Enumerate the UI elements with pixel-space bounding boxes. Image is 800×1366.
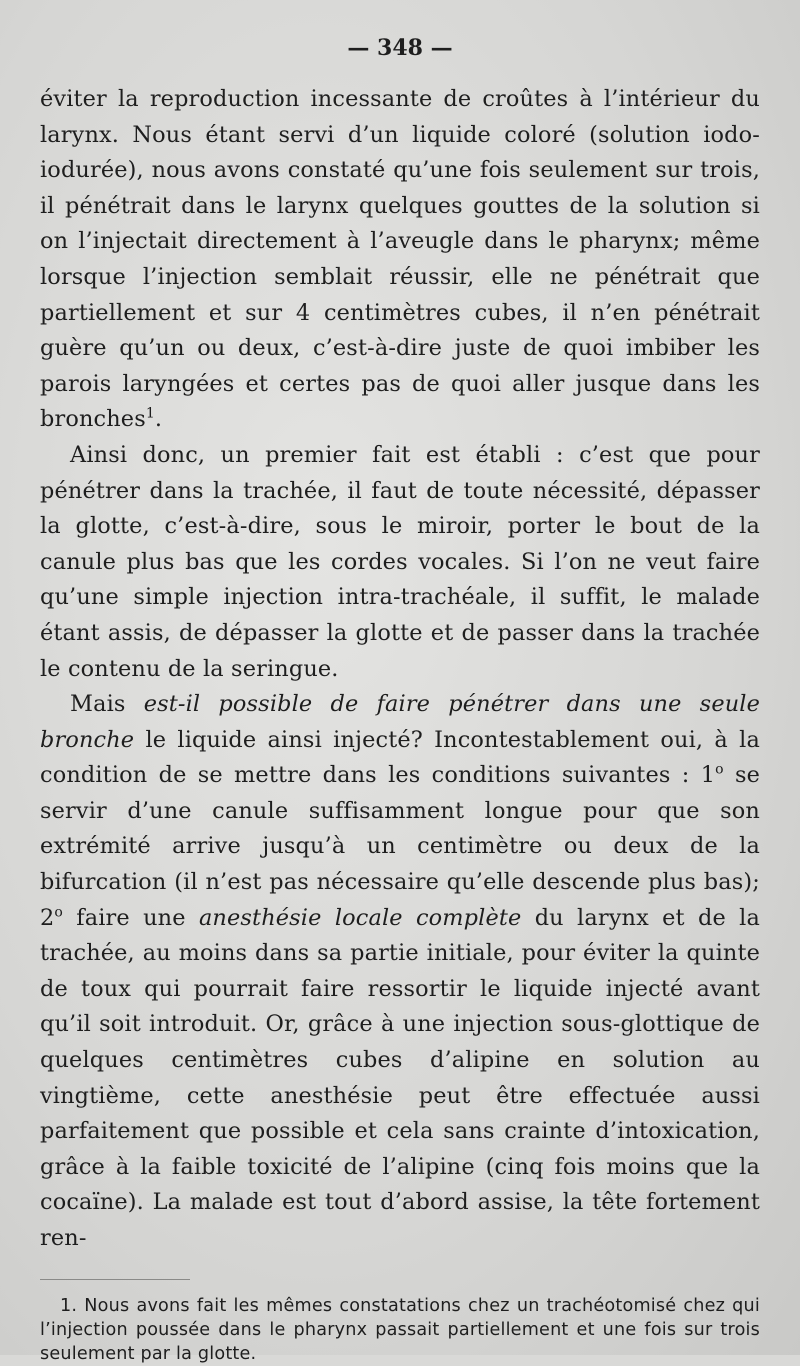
body-text [40,82,760,1257]
paragraph-1 [40,82,760,438]
footnote-reference: 1 [145,405,155,422]
footnote-1: 1. Nous avons fait les mêmes constatations chez un trachéotomisé chez qui l’injection poussée dans le pharynx passait partiellement et une fois sur trois seulement par la glotte. [40,1295,760,1364]
paragraph-3-part-c: se servir d’une canule suffisamment longue pour que son extrémité arrive jusqu’à un centimètre ou deux de la bifurcation (il n’est pas nécessaire qu’elle descende plus bas); 2 [40,762,760,931]
paragraph-3-part-a: Mais [70,691,144,718]
paragraph-3-part-d: faire une [63,904,199,931]
paragraph-3-italic-question: est-il possible de faire pénétrer dans une seule bronche [40,691,760,753]
page-number: — 348 — [347,35,453,61]
paragraph-3-part-b: le liquide ainsi injecté? Incontestablement oui, à la condition de se mettre dans les conditions suivantes : 1 [40,726,760,789]
paragraph-1-end: . [154,406,163,433]
paragraph-3 [40,687,760,1257]
paragraph-3-italic-anesthesia: anesthésie locale complète [198,904,522,931]
paragraph-3-part-e: du larynx et de la trachée, au moins dans sa partie initiale, pour éviter la quinte de toux qui pourrait faire ressortir le liquide injecté avant qu’il soit introduit. Or, grâce à une injection sous-glottique de quelques centimètres cubes d’alipine en solution au vingtième, cette anesthésie peut être effectuée aussi parfaitement que possible et cela sans crainte d’intoxication, grâce à la faible toxicité de l’alipine (cinq fois moins que la cocaïne). La malade est tout d’abord assise, la tête fortement ren- [40,904,760,1251]
paragraph-1-text: éviter la reproduction incessante de croûtes à l’intérieur du larynx. Nous étant servi d’un liquide coloré (solution iodo-iodurée), nous avons constaté qu’une fois seulement sur trois, il pénétrait dans le larynx quelques gouttes de la solution si on l’injectait directement à l’aveugle dans le pharynx; même lorsque l’injection semblait réussir, elle ne pénétrait que partiellement et sur 4 centimètres cubes, il n’en pénétrait guère qu’un ou deux, c’est-à-dire juste de quoi imbiber les parois laryngées et certes pas de quoi aller jusque dans les bronches [40,86,760,433]
ordinal-marker-1: o [715,761,724,778]
footnote-divider [40,1279,190,1280]
paragraph-2: Ainsi donc, un premier fait est établi : c’est que pour pénétrer dans la trachée, il faut de toute nécessité, dépasser la glotte, c’est-à-dire, sous le miroir, porter le bout de la canule plus bas que les cordes vocales. Si l’on ne veut faire qu’une simple injection intra-trachéale, il suffit, le malade étant assis, de dépasser la glotte et de passer dans la trachée le contenu de la seringue. [40,441,760,682]
ordinal-marker-2: o [54,904,63,921]
